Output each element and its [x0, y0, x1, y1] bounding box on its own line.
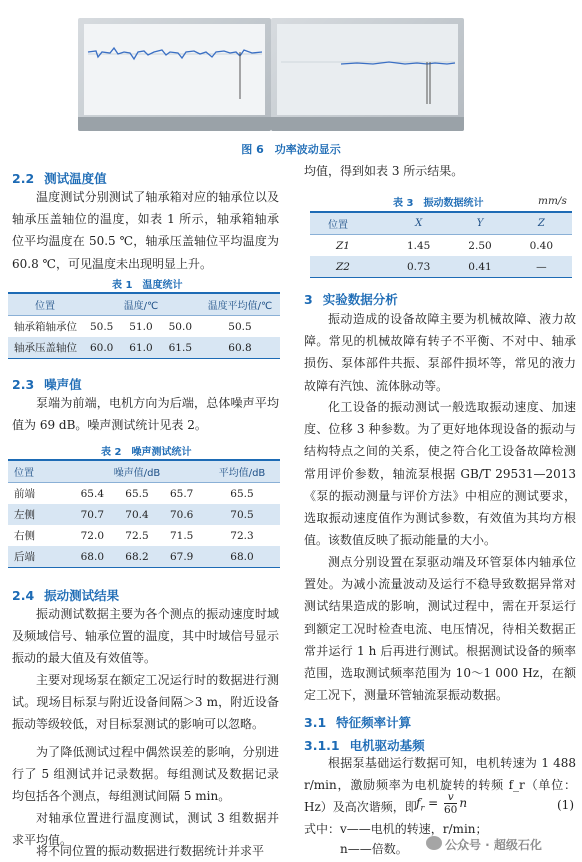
table-cell: 1.45 [406, 239, 431, 252]
table-header: 噪声值/dB [70, 460, 204, 483]
table-row [8, 337, 280, 359]
table-cell: 70.4 [115, 504, 160, 525]
table-cell: 71.5 [169, 529, 194, 542]
power-trend-line [277, 24, 458, 115]
table-header: 位置 [8, 460, 70, 483]
table-cell: 60.0 [82, 337, 121, 359]
formula-numerator: v [444, 791, 457, 804]
table-header: 平均值/dB [204, 460, 280, 483]
table-cell: 51.0 [129, 320, 153, 333]
section-number: 2.3 [12, 377, 35, 392]
formula-equals: = [428, 796, 439, 810]
table-cell: 0.40 [529, 239, 554, 252]
section-number: 3.1 [304, 715, 327, 730]
table-header: 位置 [310, 212, 388, 235]
formula-fraction [444, 791, 457, 816]
table-row [8, 546, 280, 568]
section-title: 特征频率计算 [336, 715, 412, 730]
paragraph: 泵端为前端，电机方向为后端，总体噪声平均值为 69 dB。噪声测试统计见表 2。 [12, 396, 279, 433]
table-header: 温度平均值/℃ [200, 293, 280, 316]
section-number: 3.1.1 [304, 738, 340, 753]
table-3-caption: 表 3 振动数据统计 [393, 198, 484, 209]
monitor-bezel [78, 117, 271, 131]
table-cell: 70.6 [159, 504, 204, 525]
table-cell: 70.7 [70, 504, 115, 525]
table-cell: 轴承压盖轴位 [8, 337, 82, 359]
paragraph: 根据泵基础运行数据可知，电机转速为 1 488 r/min，激励频率为电机旋转的转频 f_r（单位：Hz）及高次谐频，即 [304, 756, 576, 815]
table-cell: 2.50 [468, 239, 492, 252]
table-cell: 0.41 [449, 256, 510, 278]
wechat-icon [426, 836, 442, 850]
monitor-bezel [271, 117, 464, 131]
section-number: 2.2 [12, 171, 35, 186]
table-cell: 左侧 [8, 504, 70, 525]
formula-where-2: n——倍数。 [340, 842, 408, 856]
table-header: Z [511, 212, 572, 235]
table-cell: Z2 [310, 256, 388, 278]
section-title: 噪声值 [44, 377, 82, 392]
paragraph: 测点分别设置在泵驱动端及环管泵体内轴承位置处。为减小流量波动及运行不稳导致数据异常对测试结果造成的影响，测试过程中，需在开泵运行到额定工况时检查电流、电压情况，待相关数据正常并运行 1 h 后再进行测试。根据测试设备的频率范围，选取测试频率范围为 10～1 000 Hz，在额定工况下，测量环管轴流泵振动数据。 [304, 555, 576, 703]
paragraph: 均值，得到如表 3 所示结果。 [304, 164, 464, 178]
power-chart-photo-left [78, 18, 271, 131]
table-row [310, 235, 572, 257]
section-number: 2.4 [12, 588, 35, 603]
paragraph: 化工设备的振动测试一般选取振动速度、加速度、位移 3 种参数。为了更好地体现设备的振动与结构特点之间的关系，使之符合化工设备故障检测常用评价参数，轴流泵根据 GB/T 29531—2013《泵的振动测量与评价方法》中相应的测试要求，选取振动速度值作为测试参数，有效值为其均方根值。该数值反映了振动能量的大小。 [304, 400, 576, 548]
table-cell: 65.5 [125, 487, 149, 500]
table-cell: 50.5 [228, 320, 252, 333]
formula-subscript: r [420, 803, 425, 813]
table-cell: — [511, 256, 572, 278]
table-cell: 轴承箱轴承位 [14, 321, 77, 333]
section-heading-2-4 [12, 586, 119, 604]
table-header: Y [449, 212, 510, 235]
table-cell: 60.8 [200, 337, 280, 359]
paragraph: 振动造成的设备故障主要为机械故障、液力故障。常见的机械故障有转子不平衡、不对中、轴承损伤、泵体部件共振、泵部件损坏等，常见的液力故障有汽蚀、流体脉动等。 [304, 312, 576, 393]
section-number: 3 [304, 292, 313, 307]
table-header: 温度/℃ [82, 293, 200, 316]
table-cell: 65.4 [80, 487, 105, 500]
table-1-temperature [8, 292, 280, 359]
watermark: 公众号 · 超级石化 [445, 838, 542, 852]
formula-lhs: f [416, 796, 421, 810]
table-cell: 68.0 [70, 546, 115, 568]
table-cell: 65.7 [169, 487, 194, 500]
table-row [8, 525, 280, 546]
equation-number: (1) [557, 798, 574, 812]
section-heading-2-3 [12, 375, 82, 393]
power-trend-line [84, 24, 265, 115]
table-cell: 68.2 [115, 546, 160, 568]
table-cell: 61.5 [161, 337, 200, 359]
section-title: 实验数据分析 [322, 292, 398, 307]
monitor-screen [277, 24, 458, 115]
table-cell: 72.0 [80, 529, 105, 542]
table-3-unit: mm/s [538, 195, 567, 207]
table-cell: 右侧 [14, 530, 35, 542]
table-1-caption: 表 1 温度统计 [112, 280, 183, 291]
table-cell: Z1 [336, 239, 350, 252]
table-3-vibration [310, 211, 572, 278]
paragraph: 振动测试数据主要为各个测点的振动速度时域及频域信号、轴承位置的温度，其中时域信号显示振动的最大值及有效值等。 [12, 607, 279, 666]
monitor-screen [84, 24, 265, 115]
formula-where-1: 式中：v——电机的转速，r/min； [304, 822, 488, 836]
table-row [8, 504, 280, 525]
table-cell: 50.0 [168, 320, 193, 333]
section-title: 测试温度值 [44, 171, 107, 186]
table-cell: 后端 [8, 546, 70, 568]
table-cell: 前端 [14, 488, 35, 500]
formula-1 [416, 791, 467, 816]
table-row [8, 316, 280, 338]
section-title: 振动测试结果 [44, 588, 120, 603]
table-header: 位置 [8, 293, 82, 316]
table-2-noise [8, 459, 280, 568]
table-cell: 72.3 [230, 529, 254, 542]
section-heading-3-1 [304, 713, 411, 731]
table-cell: 50.5 [89, 320, 114, 333]
power-chart-photo-right [271, 18, 464, 131]
section-heading-2-2 [12, 169, 107, 187]
paragraph: 主要对现场泵在额定工况运行时的数据进行测试。现场目标泵与附近设备间隔＞3 m，附近设备振动等级较低，对目标泵测试的影响可以忽略。 [12, 673, 279, 732]
formula-denominator: 60 [444, 804, 458, 816]
paragraph: 将不同位置的振动数据进行数据统计并求平 [36, 844, 265, 858]
paragraph: 为了降低测试过程中偶然误差的影响，分别进行了 5 组测试并记录数据。每组测试及数据记录均包括各个测点，每组测试间隔 5 min。 [12, 745, 279, 804]
table-cell: 65.5 [230, 487, 254, 500]
table-cell: 70.5 [204, 504, 280, 525]
section-title: 电机驱动基频 [349, 738, 425, 753]
table-row [310, 256, 572, 278]
paragraph: 对轴承位置进行温度测试，测试 3 组数据并求平均值。 [12, 811, 279, 848]
section-heading-3 [304, 290, 398, 308]
formula-rhs: n [459, 796, 468, 810]
table-cell: 61.0 [121, 337, 160, 359]
table-row [8, 483, 280, 505]
paragraph: 温度测试分别测试了轴承箱对应的轴承位以及轴承压盖轴位的温度，如表 1 所示，轴承箱轴承位平均温度在 50.5 ℃，轴承压盖轴位平均温度为 60.8 ℃，可见温度未出现明显上升。 [12, 190, 279, 271]
table-cell: 72.5 [125, 529, 149, 542]
table-cell: 0.73 [388, 256, 449, 278]
table-header: X [388, 212, 449, 235]
table-cell: 67.9 [159, 546, 204, 568]
figure-caption: 图 6 功率波动显示 [241, 143, 341, 156]
table-cell: 68.0 [204, 546, 280, 568]
table-2-caption: 表 2 噪声测试统计 [101, 447, 192, 458]
